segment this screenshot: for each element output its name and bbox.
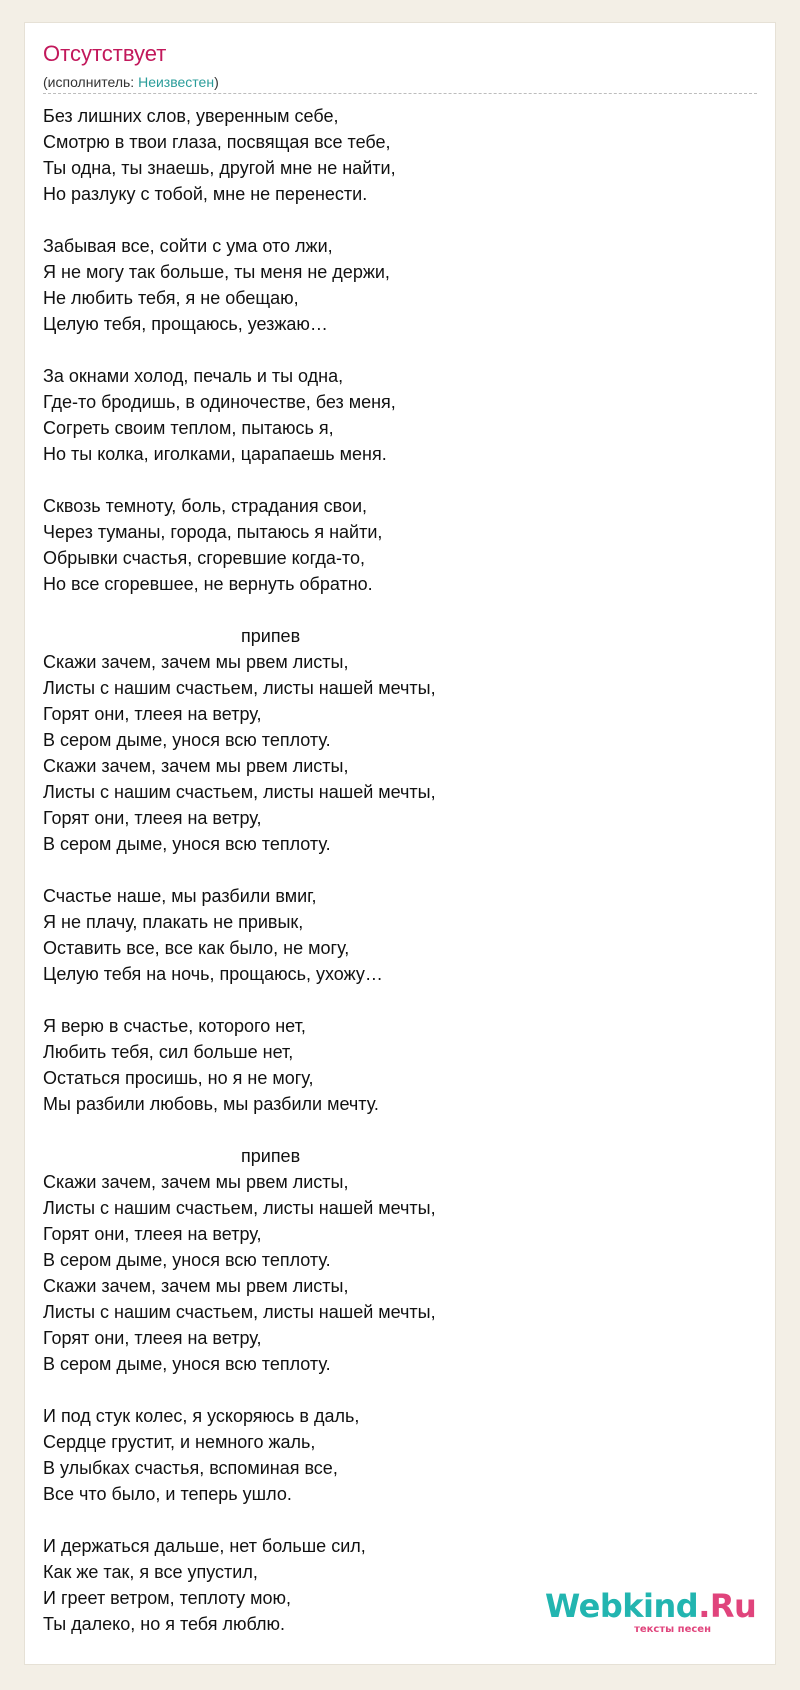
lyric-line: Где-то бродишь, в одиночестве, без меня,: [43, 392, 396, 412]
watermark-tld: .Ru: [698, 1587, 757, 1625]
lyric-line: Оставить все, все как было, не могу,: [43, 938, 350, 958]
lyric-line: Обрывки счастья, сгоревшие когда-то,: [43, 548, 365, 568]
lyric-line: Ты далеко, но я тебя люблю.: [43, 1614, 285, 1634]
artist-suffix: ): [214, 74, 219, 90]
lyric-line: Скажи зачем, зачем мы рвем листы,: [43, 1172, 349, 1192]
site-watermark: [545, 1587, 757, 1638]
lyric-line: Листы с нашим счастьем, листы нашей мечты,: [43, 1302, 436, 1322]
lyric-line: Сквозь темноту, боль, страдания свои,: [43, 496, 368, 516]
lyric-line: Сердце грустит, и немного жаль,: [43, 1432, 316, 1452]
chorus-label: припев: [241, 626, 301, 646]
lyric-line: Но все сгоревшее, не вернуть обратно.: [43, 574, 373, 594]
watermark-brand: Webkind: [545, 1587, 699, 1625]
stanza-gap: [43, 857, 757, 883]
song-title: Отсутствует: [43, 41, 167, 66]
lyric-line: Ты одна, ты знаешь, другой мне не найти,: [43, 158, 396, 178]
stanza-gap: [43, 987, 757, 1013]
lyric-line: Листы с нашим счастьем, листы нашей мечты,: [43, 678, 436, 698]
watermark-logo: [545, 1587, 757, 1625]
stanza-gap: [43, 467, 757, 493]
lyric-line: Листы с нашим счастьем, листы нашей мечты,: [43, 782, 436, 802]
stanza-gap: [43, 337, 757, 363]
lyric-line: Скажи зачем, зачем мы рвем листы,: [43, 756, 349, 776]
lyric-line: Горят они, тлеея на ветру,: [43, 1328, 262, 1348]
stanza-gap: [43, 597, 757, 623]
lyric-line: В сером дыме, унося всю теплоту.: [43, 1250, 331, 1270]
lyric-line: Остаться просишь, но я не могу,: [43, 1068, 314, 1088]
artist-link[interactable]: Неизвестен: [138, 74, 215, 90]
lyric-line: Я не плачу, плакать не привык,: [43, 912, 304, 932]
lyric-line: Любить тебя, сил больше нет,: [43, 1042, 294, 1062]
lyric-line: За окнами холод, печаль и ты одна,: [43, 366, 344, 386]
lyric-line: Я верю в счастье, которого нет,: [43, 1016, 306, 1036]
lyric-line: Целую тебя, прощаюсь, уезжаю…: [43, 314, 328, 334]
chorus-label: припев: [241, 1146, 301, 1166]
lyric-line: Счастье наше, мы разбили вмиг,: [43, 886, 317, 906]
stanza-gap: [43, 1117, 757, 1143]
lyric-line: В сером дыме, унося всю теплоту.: [43, 834, 331, 854]
lyric-line: Мы разбили любовь, мы разбили мечту.: [43, 1094, 379, 1114]
lyric-line: Я не могу так больше, ты меня не держи,: [43, 262, 390, 282]
lyric-line: Но разлуку с тобой, мне не перенести.: [43, 184, 368, 204]
stanza-gap: [43, 207, 757, 233]
lyric-line: В сером дыме, унося всю теплоту.: [43, 1354, 331, 1374]
lyric-line: Забывая все, сойти с ума ото лжи,: [43, 236, 333, 256]
lyric-line: В сером дыме, унося всю теплоту.: [43, 730, 331, 750]
lyric-line: Смотрю в твои глаза, посвящая все тебе,: [43, 132, 391, 152]
lyric-line: Целую тебя на ночь, прощаюсь, ухожу…: [43, 964, 383, 984]
lyric-line: Но ты колка, иголками, царапаешь меня.: [43, 444, 387, 464]
lyrics-card: [24, 22, 776, 1665]
lyric-line: В улыбках счастья, вспоминая все,: [43, 1458, 338, 1478]
lyric-line: Скажи зачем, зачем мы рвем листы,: [43, 652, 349, 672]
lyric-line: Как же так, я все упустил,: [43, 1562, 258, 1582]
lyric-line: Не любить тебя, я не обещаю,: [43, 288, 299, 308]
artist-line: [43, 73, 219, 91]
lyrics-text: [43, 103, 757, 1637]
lyric-line: И греет ветром, теплоту мою,: [43, 1588, 292, 1608]
lyric-line: Скажи зачем, зачем мы рвем листы,: [43, 1276, 349, 1296]
stanza-gap: [43, 1507, 757, 1533]
lyric-line: И под стук колес, я ускоряюсь в даль,: [43, 1406, 360, 1426]
lyric-line: И держаться дальше, нет больше сил,: [43, 1536, 366, 1556]
lyric-line: Горят они, тлеея на ветру,: [43, 704, 262, 724]
lyric-line: Без лишних слов, уверенным себе,: [43, 106, 339, 126]
lyric-line: Горят они, тлеея на ветру,: [43, 808, 262, 828]
lyric-line: Горят они, тлеея на ветру,: [43, 1224, 262, 1244]
stanza-gap: [43, 1377, 757, 1403]
lyric-line: Через туманы, города, пытаюсь я найти,: [43, 522, 383, 542]
artist-prefix: (исполнитель:: [43, 74, 139, 90]
lyric-line: Согреть своим теплом, пытаюсь я,: [43, 418, 334, 438]
lyric-line: Все что было, и теперь ушло.: [43, 1484, 292, 1504]
watermark-tagline: тексты песен: [634, 1624, 711, 1635]
lyric-line: Листы с нашим счастьем, листы нашей мечты,: [43, 1198, 436, 1218]
divider: [43, 93, 757, 94]
